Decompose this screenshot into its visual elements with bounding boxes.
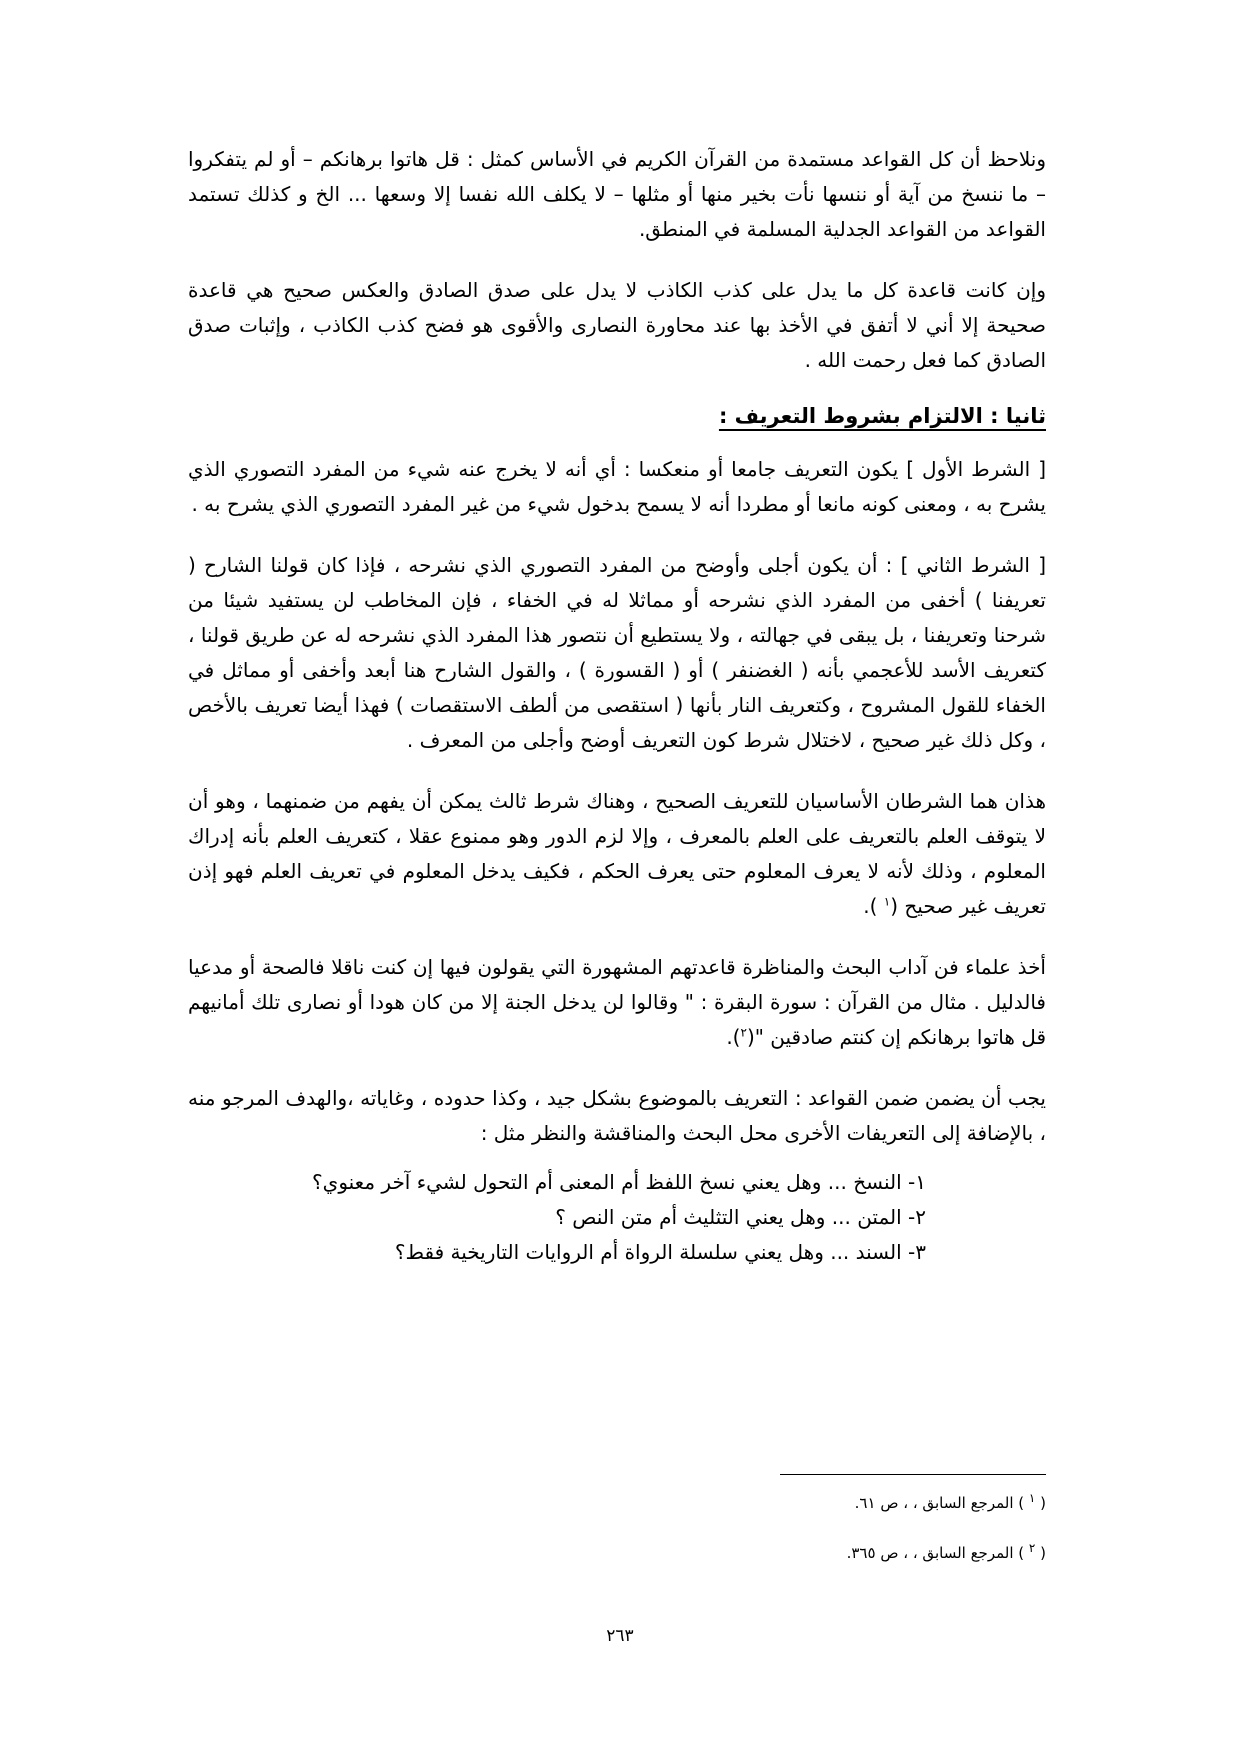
paragraph-third-condition (188, 784, 1046, 924)
paragraph-definitions: يجب أن يضمن ضمن القواعد : التعريف بالموضوع بشكل جيد ، وكذا حدوده ، وغاياته ،والهدف المرجو منه ، بالإضافة إلى التعريفات الأخرى محل البحث والمناقشة والنظر مثل : (188, 1086, 1046, 1145)
footnote-1 (446, 1492, 1046, 1514)
footnotes (446, 1492, 1046, 1592)
footnote-ref-close: ). (863, 894, 884, 918)
footnote-2-open: ( (1035, 1544, 1046, 1562)
paragraph-rules-from-quran: ونلاحظ أن كل القواعد مستمدة من القرآن الكريم في الأساس كمثل : قل هاتوا برهانكم – أو لم يتفكروا – ما ننسخ من آية أو ننسها نأت بخير منها أو مثلها – لا يكلف الله نفسا إلا وسعها ... الخ و كذلك تستمد القواعد من القواعد الجدلية المسلمة في المنطق. (188, 147, 1046, 241)
paragraph-first-condition: [ الشرط الأول ] يكون التعريف جامعا أو منعكسا : أي أنه لا يخرج عنه شيء من المفرد التصوري الذي يشرح به ، ومعنى كونه مانعا أو مطردا أنه لا يسمح بدخول شيء من غير المفرد التصوري الذي يشرح به . (188, 457, 1046, 516)
footnote-ref-2: ٢ (740, 1025, 747, 1040)
footnote-1-number: ١ (1028, 1491, 1036, 1505)
definition-list (188, 1165, 1046, 1270)
footnote-ref-1: ١ (883, 894, 891, 909)
section-heading: ثانيا : الالتزام بشروط التعريف : (718, 404, 1046, 428)
footnote-ref-open: ( (890, 894, 905, 918)
paragraph-debate-rule-text: أخذ علماء فن آداب البحث والمناظرة قاعدتهم المشهورة التي يقولون فيها إن كنت ناقلا فالصحة أو مدعيا فالدليل . مثال من القرآن : سورة البقرة : " وقالوا لن يدخل الجنة إلا من كان هودا أو نصارى تلك أمانيهم قل هاتوا برهانكم إن كنتم صادقين "( (188, 955, 1046, 1049)
paragraph-third-condition-text: هذان هما الشرطان الأساسيان للتعريف الصحيح ، وهناك شرط ثالث يمكن أن يفهم من ضمنهما ، وهو أن لا يتوقف العلم بالتعريف على العلم بالمعرف ، وإلا لزم الدور وهو ممنوع عقلا ، كتعريف العلم بأنه إدراك المعلوم ، وذلك لأنه لا يعرف المعلوم حتى يعرف الحكم ، فكيف يدخل المعلوم في تعريف العلم فهو إذن تعريف غير صحيح (188, 789, 1046, 918)
paragraph-liar-rule: وإن كانت قاعدة كل ما يدل على كذب الكاذب لا يدل على صدق الصادق والعكس صحيح هي قاعدة صحيحة إلا أني لا أتفق في الأخذ بها عند محاورة النصارى والأقوى هو فضح كذب الكاذب ، وإثبات صدق الصادق كما فعل رحمت الله . (188, 278, 1046, 372)
footnote-2-text: ) المرجع السابق ، ، ص ٣٦٥. (846, 1544, 1029, 1562)
footnote-ref-close-2: ). (726, 1025, 741, 1049)
page-body (188, 142, 1046, 1270)
list-item: ١- النسخ ... وهل يعني نسخ اللفظ أم المعنى أم التحول لشيء آخر معنوي؟ (312, 1170, 926, 1194)
paragraph-debate-rule (188, 950, 1046, 1055)
paragraph-second-condition: [ الشرط الثاني ] : أن يكون أجلى وأوضح من المفرد التصوري الذي نشرحه ، فإذا كان قولنا الشارح ( تعريفنا ) أخفى من المفرد الذي نشرحه أو مماثلا له في الخفاء ، فإن المخاطب لن يستفيد شيئا من شرحنا وتعريفنا ، بل يبقى في جهالته ، ولا يستطيع أن نتصور هذا المفرد الذي نشرحه له عن طريق قولنا ، كتعريف الأسد للأعجمي بأنه ( الغضنفر ) أو ( القسورة ) ، والقول الشارح هنا أبعد وأخفى أو مماثل في الخفاء للقول المشروح ، وكتعريف النار بأنها ( استقصى من ألطف الاستقصات ) فهذا أيضا تعريف بالأخص ، وكل ذلك غير صحيح ، لاختلال شرط كون التعريف أوضح وأجلى من المعرف . (188, 553, 1046, 752)
list-item: ٣- السند ... وهل يعني سلسلة الرواة أم الروايات التاريخية فقط؟ (394, 1240, 926, 1264)
footnote-1-text: ) المرجع السابق ، ، ص ٦١. (854, 1494, 1029, 1512)
footnote-1-open: ( (1035, 1494, 1046, 1512)
footnote-2 (446, 1542, 1046, 1564)
page-number: ٢٦٣ (606, 1626, 634, 1646)
footnote-separator (780, 1474, 1046, 1475)
footnote-2-number: ٢ (1028, 1541, 1036, 1555)
list-item: ٢- المتن ... وهل يعني التثليث أم متن النص ؟ (555, 1205, 926, 1229)
